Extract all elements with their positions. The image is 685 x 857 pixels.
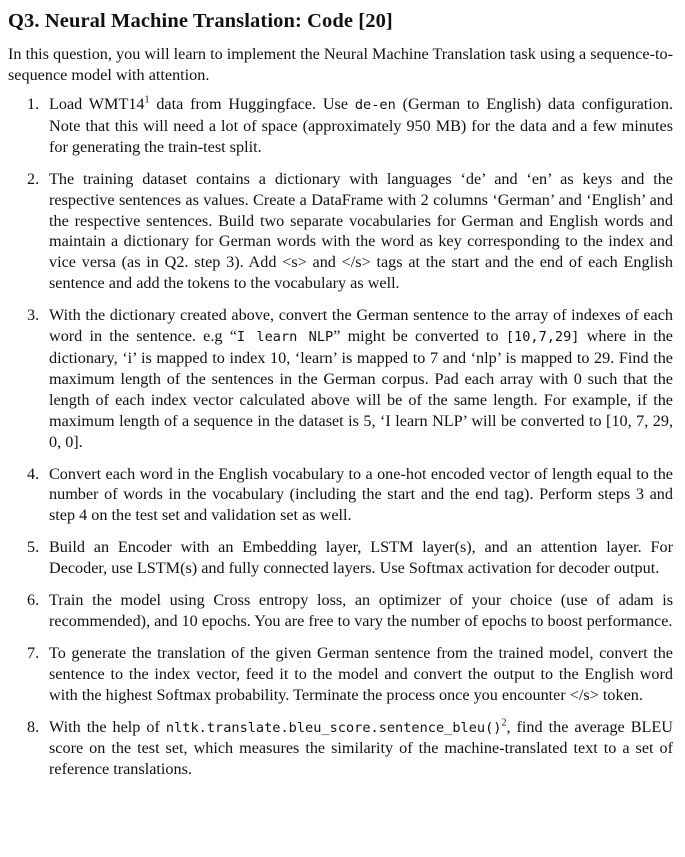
task-number: 3.: [27, 306, 40, 325]
inline-code: nltk.translate.bleu_score.sentence_bleu(): [165, 719, 502, 736]
task-number: 2.: [27, 169, 40, 188]
task-item: [8, 169, 673, 294]
task-text: The training dataset contains a dictionary with languages ‘de’ and ‘en’ as keys and the respective sentences as values. Create a DataFrame with 2 columns ‘German’ and ‘English’ and the respective sentences. Build two separate vocabularies for German and English words and maintain a dictionary for German words with the word as key corresponding to the index and vice versa (as in Q2. step 3). Add <s> and </s> tags at the start and the end of each English sentence and add the tokens to the vocabulary as well.: [49, 169, 673, 293]
task-text: Train the model using Cross entropy loss, an optimizer of your choice (use of adam is recommended), and 10 epochs. You are free to vary the number of epochs to boost performance.: [49, 591, 673, 630]
task-text: (German to English) data configuration. Note that this will need a lot of space (approximately 950 MB) for the data and a few minutes for generating the train-test split.: [49, 95, 674, 156]
task-text: data from Huggingface. Use: [149, 95, 355, 113]
task-item: [8, 94, 673, 158]
task-number: 1.: [27, 95, 40, 113]
footnote-marker: 2: [501, 717, 507, 729]
task-text: Convert each word in the English vocabulary to a one-hot encoded vector of length equal to the number of words in the vocabulary (including the start and the end tag). Perform steps 3 and step 4 on the test set and validation set as well.: [49, 464, 673, 525]
task-text: ” might be converted to: [333, 327, 506, 346]
task-item: [8, 643, 673, 706]
task-item: [8, 717, 673, 781]
task-text: To generate the translation of the given German sentence from the trained model, convert the sentence to the index vector, feed it to the model and convert the output to the English word with the highest Softmax probability. Terminate the process once you encounter </s> token.: [49, 643, 673, 704]
task-item: [8, 464, 673, 527]
task-item: [8, 537, 673, 579]
footnote-marker: 1: [144, 94, 150, 106]
task-text: Load WMT14: [49, 95, 145, 113]
inline-code: de-en: [354, 97, 396, 113]
task-text: , find the average BLEU score on the test set, which measures the similarity of the machine-translated text to a set of reference translations.: [49, 717, 673, 779]
task-text: where in the dictionary, ‘i’ is mapped to index 10, ‘learn’ is mapped to 7 and ‘nlp’ is mapped to 29. Find the maximum length of the sentences in the German corpus. Pad each array with 0 such that the length of each index vector calculated above will be of the same length. For example, if the maximum length of a sequence in the dataset is 5, ‘I learn NLP’ will be converted to [10, 7, 29, 0, 0].: [49, 327, 673, 451]
question-intro: In this question, you will learn to implement the Neural Machine Translation task using a sequence-to-sequence model with attention.: [8, 45, 673, 84]
inline-code: I learn NLP: [236, 329, 334, 346]
task-text: Build an Encoder with an Embedding layer, LSTM layer(s), and an attention layer. For Decoder, use LSTM(s) and fully connected layers. Use Softmax activation for decoder output.: [49, 538, 673, 578]
task-number: 8.: [27, 717, 40, 736]
task-item: [8, 305, 673, 452]
task-item: [8, 590, 673, 632]
task-text: With the help of: [49, 717, 166, 736]
task-text: With the dictionary created above, convert the German sentence to the array of indexes of each word in the sentence. e.g “: [49, 306, 673, 346]
question-title: Q3. Neural Machine Translation: Code [20]: [8, 10, 393, 32]
task-list: [8, 94, 673, 780]
task-number: 4.: [27, 464, 40, 483]
task-number: 6.: [27, 591, 40, 610]
inline-code: [10,7,29]: [505, 329, 580, 346]
task-number: 5.: [27, 538, 40, 557]
task-number: 7.: [27, 643, 40, 662]
